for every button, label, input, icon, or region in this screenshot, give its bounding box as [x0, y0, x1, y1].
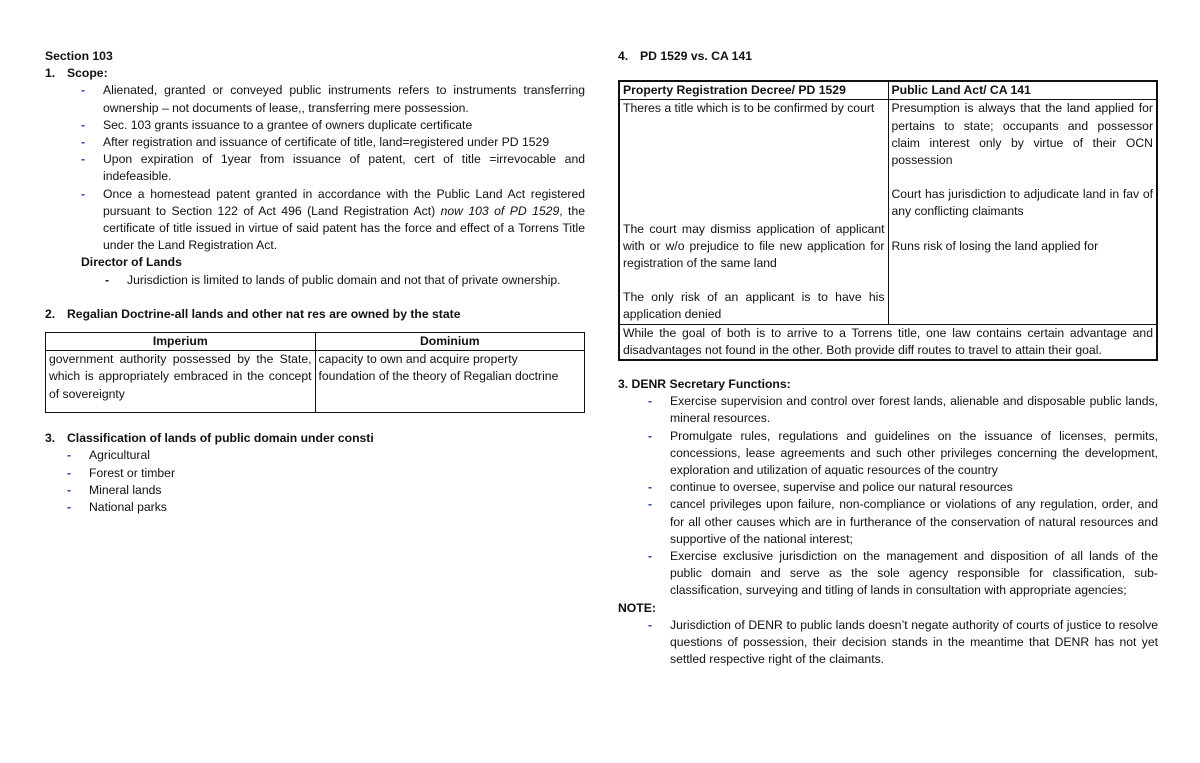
comparison-title: PD 1529 vs. CA 141	[640, 49, 753, 63]
list-item: - Promulgate rules, regulations and guidelines on the issuance of licenses, permits, concessions, lease agreements and such other privileges concerning the development, exploration and utilization of aquatic resources of the country	[618, 428, 1158, 480]
list-item-text: Once a homestead patent granted in accordance with the Public Land Act registered pursuant to Section 122 of Act 496 (Land Registration Act)	[103, 186, 585, 218]
scope-list	[45, 82, 585, 254]
list-item: - Mineral lands	[37, 482, 585, 499]
list-item-italic: now 103 of PD 1529	[440, 203, 560, 218]
list-item: - cancel privileges upon failure, non-compliance or violations of any regulation, order, and for all other causes which are in furtherance of the conservation of natural resources and supportive of the national interest;	[618, 496, 1158, 548]
list-item-text: , the certificate of title issued in virtue of said patent has the force and effect of a Torrens Title under the Land Registration Act.	[103, 203, 585, 253]
cell-line: foundation of the theory of Regalian doctrine	[318, 369, 559, 384]
list-item: - Exercise supervision and control over forest lands, alienable and disposable public lands, mineral resources.	[618, 393, 1158, 427]
regalian-title: Regalian Doctrine-all lands and other nat res are owned by the state	[67, 306, 461, 321]
list-item: - Forest or timber	[37, 465, 585, 482]
list-item: - After registration and issuance of certificate of title, land=registered under PD 1529	[45, 134, 585, 151]
comparison-heading	[618, 48, 1158, 65]
scope-title: Scope:	[67, 66, 108, 81]
list-item: - National parks	[37, 499, 585, 516]
denr-heading: 3. DENR Secretary Functions:	[618, 377, 791, 392]
table-header: Property Registration Decree/ PD 1529	[619, 81, 888, 100]
director-label: Director of Lands	[81, 255, 182, 270]
cell-line: Theres a title which is to be confirmed by court	[623, 101, 875, 116]
classification-list	[37, 447, 585, 516]
section-title: Section 103	[45, 49, 113, 63]
scope-number: 1.	[45, 66, 56, 81]
table-header: Dominium	[315, 333, 585, 351]
table-header: Public Land Act/ CA 141	[888, 81, 1157, 100]
list-item: - Sec. 103 grants issuance to a grantee of owners duplicate certificate	[45, 117, 585, 134]
table-cell	[315, 351, 585, 413]
classification-title: Classification of lands of public domain under consti	[67, 431, 374, 446]
note-label: NOTE:	[618, 600, 656, 615]
regalian-number: 2.	[45, 306, 56, 321]
table-cell: government authority possessed by the State, which is appropriately embraced in the concept of sovereignty	[46, 351, 316, 413]
table-footer: While the goal of both is to arrive to a Torrens title, one law contains certain advantage and disadvantages not found in the other. Both provide diff routes to travel to attain their goal.	[619, 324, 1157, 360]
denr-list	[618, 393, 1158, 599]
regalian-heading	[45, 306, 585, 323]
imperium-dominium-table	[45, 332, 585, 413]
note-list	[618, 617, 1158, 669]
scope-heading	[45, 65, 585, 82]
list-item: - Agricultural	[37, 447, 585, 464]
cell-line: The court may dismiss application of applicant with or w/o prejudice to file new application for registration of the same land	[623, 221, 885, 271]
list-item	[45, 186, 585, 255]
left-column	[45, 48, 585, 516]
list-item: - Alienated, granted or conveyed public instruments refers to instruments transferring ownership – not documents of lease,, transferring mere possession.	[45, 82, 585, 116]
list-item: - continue to oversee, supervise and police our natural resources	[618, 479, 1158, 496]
comparison-number: 4.	[618, 49, 629, 63]
table-header: Imperium	[46, 333, 316, 351]
list-item: - Jurisdiction of DENR to public lands doesn’t negate authority of courts of justice to resolve questions of possession, their decision stands in the meantime that DENR has not yet settled respective right of the claimants.	[618, 617, 1158, 669]
list-item: - Upon expiration of 1year from issuance of patent, cert of title =irrevocable and indefeasible.	[45, 151, 585, 185]
cell-line: The only risk of an applicant is to have his application denied	[623, 290, 885, 322]
right-column	[618, 48, 1158, 668]
cell-line: capacity to own and acquire property	[318, 352, 518, 367]
table-cell	[888, 100, 1157, 324]
list-item: - Jurisdiction is limited to lands of public domain and not that of private ownership.	[45, 272, 585, 289]
list-item: - Exercise exclusive jurisdiction on the management and disposition of all lands of the public domain and serve as the sole agency responsible for classification, sub-classification, surveying and titling of lands in consultation with appropriate agencies;	[618, 548, 1158, 600]
director-list	[45, 272, 585, 289]
table-cell	[619, 100, 888, 324]
cell-line: Presumption is always that the land applied for pertains to state; occupants and possessor claim interest only by virtue of their OCN possession	[891, 101, 1153, 168]
pd-ca-comparison-table	[618, 80, 1158, 361]
classification-number: 3.	[45, 431, 56, 446]
classification-heading	[45, 430, 585, 447]
cell-line: Runs risk of losing the land applied for	[891, 238, 1099, 253]
cell-line: Court has jurisdiction to adjudicate land in fav of any conflicting claimants	[891, 187, 1153, 219]
